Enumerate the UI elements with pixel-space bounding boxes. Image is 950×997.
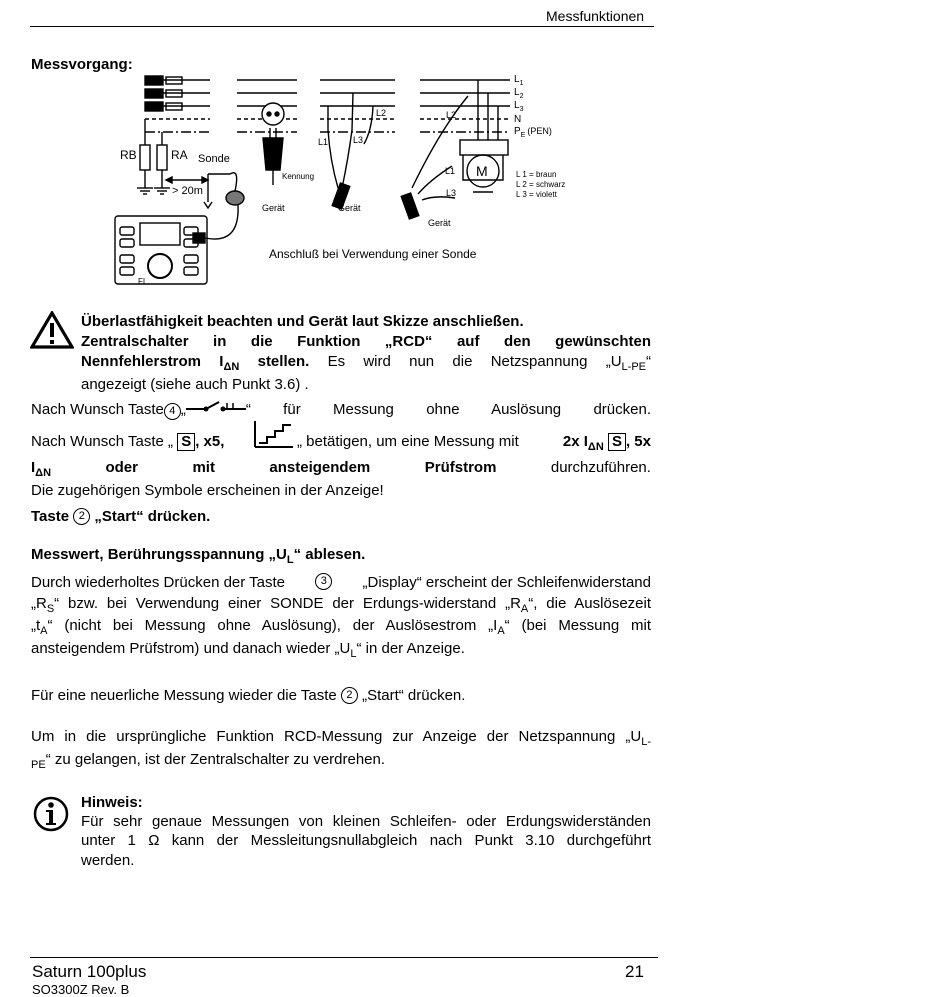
- svg-text:Gerät: Gerät: [338, 203, 361, 213]
- paragraph-taste-4: Nach Wunsch Taste 4 „ “ für Messung ohne Auslösung drücken.: [31, 401, 651, 418]
- svg-text:L3: L3: [353, 135, 364, 145]
- key-2-icon-b: 2: [341, 687, 358, 704]
- footer-rule: [30, 957, 658, 958]
- paragraph-display-line1: Durch wiederholtes Drücken der Taste 3 „Display“ erscheint der Schleifenwiderstand: [31, 574, 651, 591]
- svg-text:L 2 = schwarz: L 2 = schwarz: [516, 180, 566, 189]
- svg-text:L1: L1: [445, 166, 456, 176]
- section-heading-messwert: Messwert, Berührungsspannung $„U_L“$ ablesen.: [31, 546, 366, 566]
- paragraph-reset-line2: $_{PE}$“ zu gelangen, ist der Zentralschalter zu verdrehen.: [31, 751, 386, 771]
- paragraph-reset-line1: Um in die ursprüngliche Funktion RCD-Messung zur Anzeige der Netzspannung $„U_{L-}$: [31, 728, 651, 748]
- paragraph-symbols: Die zugehörigen Symbole erscheinen in der Anzeige!: [31, 482, 384, 499]
- svg-text:PE(PEN): $P_E$ (PEN): [514, 126, 552, 139]
- svg-text:L3: $L_3$: [514, 100, 524, 113]
- section-heading-messvorgang: Messvorgang:: [31, 56, 133, 73]
- footer-code: SO3300Z Rev. B: [32, 982, 130, 997]
- note-line-2: unter 1 Ω kann der Messleitungsnullabgleich nach Punkt 3.10 durchgeführt: [81, 832, 651, 849]
- paragraph-display-line4: ansteigendem Prüfstrom) und danach wieder $„U_L“$ in der Anzeige.: [31, 640, 465, 660]
- note-line-3: werden.: [81, 852, 135, 869]
- svg-text:L 1 = braun: L 1 = braun: [516, 170, 557, 179]
- no-trip-symbol-icon: [186, 400, 246, 414]
- warning-icon: [30, 311, 74, 349]
- warning-line-1: Überlastfähigkeit beachten und Gerät laut Skizze anschließen.: [81, 313, 524, 330]
- figure-caption: Anschluß bei Verwendung einer Sonde: [269, 247, 477, 261]
- svg-text:FI: FI: [138, 277, 146, 286]
- svg-text:RB: RB: [120, 148, 137, 162]
- info-icon: [33, 796, 69, 832]
- paragraph-taste-s-line1b: „ betätigen, um eine Messung mit 2x $I_{\Delta N}$ S , 5x: [297, 433, 651, 453]
- paragraph-taste-s-line1: Nach Wunsch Taste „ S , x5,: [31, 433, 225, 450]
- svg-text:L3: L3: [446, 188, 457, 198]
- key-s-icon-2: S: [608, 433, 626, 451]
- svg-text:L 3 = violett: L 3 = violett: [516, 190, 557, 199]
- paragraph-display-line3: $„t_A“$ (nicht bei Messung ohne Auslösung), der Auslösestrom $„I_A“$ (bei Messung mit: [31, 617, 651, 637]
- running-header: Messfunktionen: [546, 8, 645, 24]
- svg-text:Gerät: Gerät: [428, 218, 451, 228]
- paragraph-taste-s-line2: $I_{\Delta N}$ oder mit ansteigendem Prüfstrom durchzuführen.: [31, 459, 651, 479]
- svg-text:L2: L2: [446, 110, 457, 120]
- warning-line-2: Zentralschalter in die Funktion „RCD“ auf den gewünschten: [81, 333, 651, 350]
- key-3-icon: 3: [315, 573, 332, 590]
- key-s-icon: S: [177, 433, 195, 451]
- rising-current-icon: [253, 419, 295, 449]
- svg-text:L2: $L_2$: [514, 87, 524, 100]
- note-line-1: Für sehr genaue Messungen von kleinen Schleifen- oder Erdungswiderständen: [81, 813, 651, 830]
- footer-product: Saturn 100plus: [32, 962, 147, 981]
- svg-text:Kennung: Kennung: [282, 172, 315, 181]
- svg-text:Sonde: Sonde: [198, 153, 230, 165]
- svg-text:RA: RA: [171, 148, 188, 162]
- key-2-icon: 2: [73, 508, 90, 525]
- note-title: Hinweis:: [81, 794, 143, 811]
- page-number: 21: [625, 962, 644, 981]
- svg-text:N: N: [514, 114, 522, 125]
- warning-line-4: angezeigt (siehe auch Punkt 3.6) .: [81, 376, 309, 393]
- paragraph-taste-start: Taste 2 „Start“ drücken.: [31, 508, 211, 525]
- warning-line-3: Nennfehlerstrom $I_{\Delta N}$ stellen. Es wird nun die Netzspannung $„U_{L-PE}“$: [81, 353, 652, 373]
- svg-text:M: M: [476, 163, 488, 179]
- header-rule: [30, 26, 654, 27]
- key-4-icon: 4: [164, 403, 181, 420]
- svg-text:L2: L2: [376, 108, 387, 118]
- svg-text:> 20m: > 20m: [172, 185, 203, 197]
- paragraph-new-measurement: Für eine neuerliche Messung wieder die Taste 2 „Start“ drücken.: [31, 687, 466, 704]
- svg-text:L1: L1: [318, 137, 329, 147]
- svg-text:Gerät: Gerät: [262, 203, 285, 213]
- paragraph-display-line2: $„R_S“$ bzw. bei Verwendung einer SONDE der Erdungs-widerstand $„R_A“$, die Auslösezeit: [31, 595, 651, 615]
- svg-text:L1: $L_1$: [514, 74, 524, 87]
